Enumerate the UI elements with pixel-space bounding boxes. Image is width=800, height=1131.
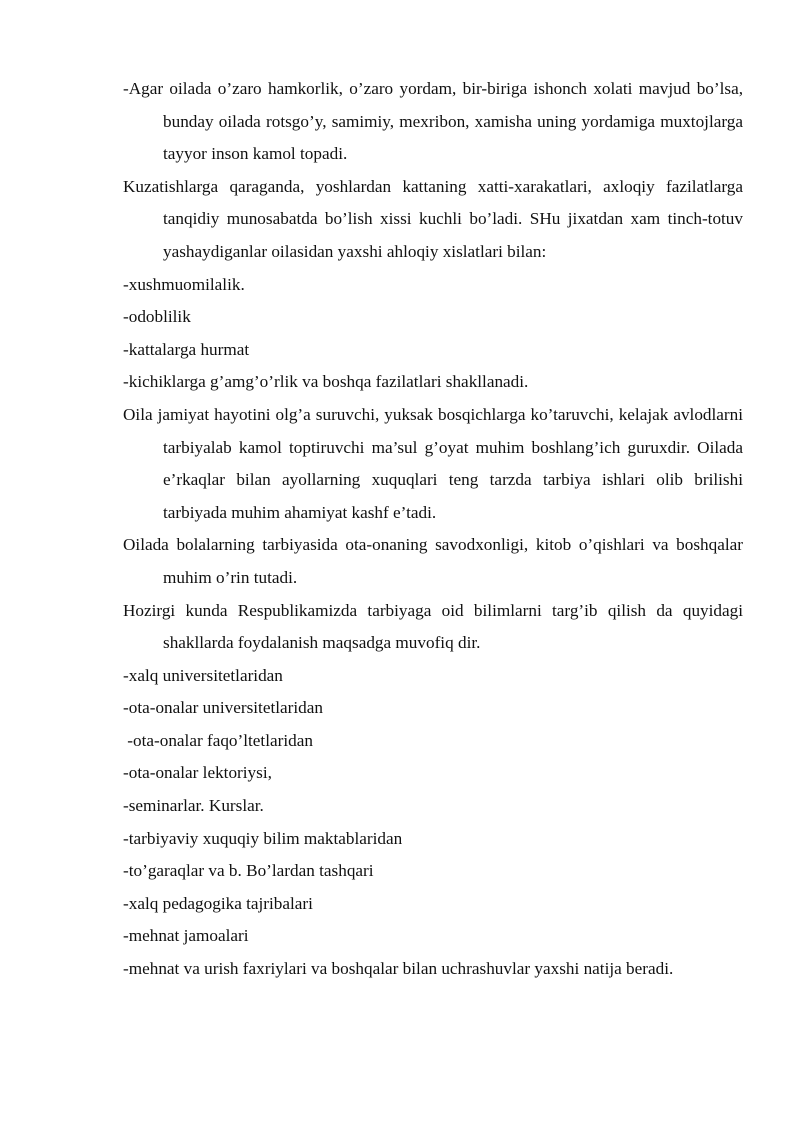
- paragraph-current-forms: Hozirgi kunda Respublikamizda tarbiyaga oid bilimlarni targ’ib qilish da quyidagi shakllarda foydalanish maqsadga muvofiq dir.: [123, 600, 743, 653]
- paragraph-parents-literacy: Oilada bolalarning tarbiyasida ota-onaning savodxonligi, kitob o’qishlari va boshqalar muhim o’rin tutadi.: [123, 535, 743, 587]
- list-item: -seminarlar. Kurslar.: [123, 796, 264, 816]
- list-item: -xushmuomilalik.: [123, 274, 245, 294]
- list-item: -mehnat jamoalari: [123, 926, 249, 946]
- paragraph-family-cooperation: -Agar oilada o’zaro hamkorlik, o’zaro yordam, bir-biriga ishonch xolati mavjud bo’lsa, bunday oilada rotsgo’y, samimiy, mexribon, xamisha uning yordamiga muxtojlarga tayyor inson kamol topadi.: [123, 79, 743, 164]
- paragraph-observations: Kuzatishlarga qaraganda, yoshlardan kattaning xatti-xarakatlari, axloqiy fazilatlarga tanqidiy munosabatda bo’lish xissi kuchli bo’ladi. SHu jixatdan xam tinch-totuv yashaydiganlar oilasidan yaxshi ahloqiy xislatlari bilan:: [123, 176, 743, 261]
- list-item: -kichiklarga g’amg’o’rlik va boshqa fazilatlari shakllanadi.: [123, 372, 529, 392]
- list-item: -ota-onalar universitetlaridan: [123, 698, 323, 718]
- list-item: -to’garaqlar va b. Bo’lardan tashqari: [123, 861, 374, 881]
- list-item: -tarbiyaviy xuquqiy bilim maktablaridan: [123, 828, 403, 848]
- list-item: -xalq pedagogika tajribalari: [123, 893, 313, 913]
- list-item: -ota-onalar faqo’ltetlaridan: [123, 730, 313, 750]
- list-item: -ota-onalar lektoriysi,: [123, 763, 272, 783]
- list-item: -mehnat va urish faxriylari va boshqalar bilan uchrashuvlar yaxshi natija beradi.: [123, 959, 674, 979]
- document-body: [123, 73, 743, 986]
- list-item: -odoblilik: [123, 307, 191, 327]
- paragraph-family-society: Oila jamiyat hayotini olg’a suruvchi, yuksak bosqichlarga ko’taruvchi, kelajak avlodlarni tarbiyalab kamol toptiruvchi ma’sul g’oyat muhim boshlang’ich guruxdir. Oilada e’rkaqlar bilan ayollarning xuquqlari teng tarzda tarbiya ishlari olib brilishi tarbiyada muhim ahamiyat kashf e’tadi.: [123, 404, 743, 522]
- list-item: -xalq universitetlaridan: [123, 665, 283, 685]
- list-item: -kattalarga hurmat: [123, 339, 250, 359]
